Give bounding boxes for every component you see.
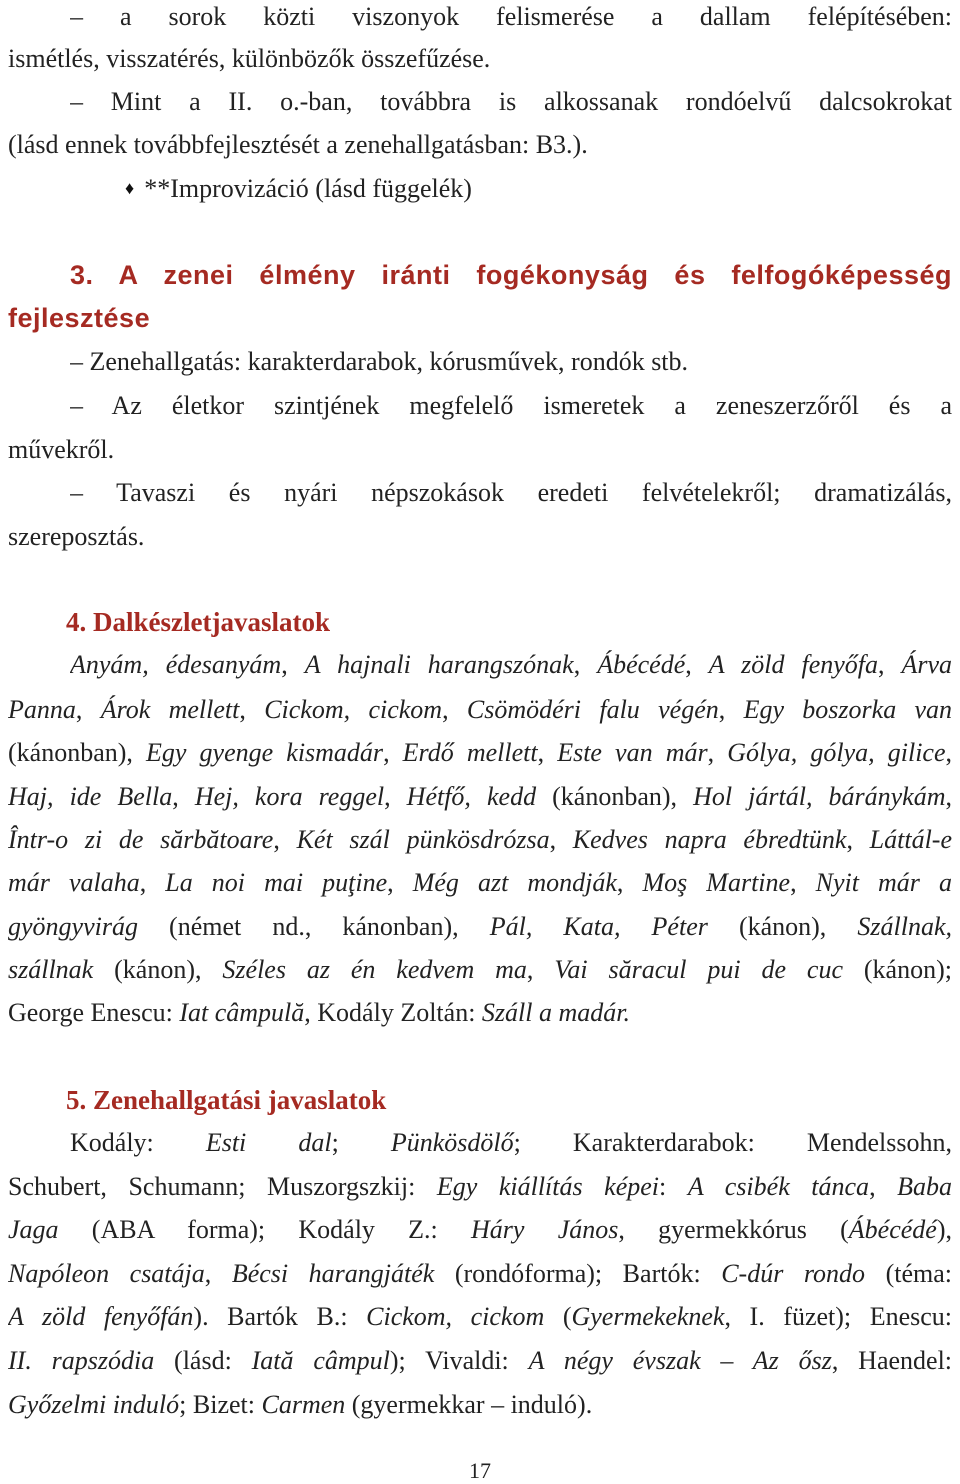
plain-text: (: [544, 1302, 572, 1331]
plain-text: ,: [239, 695, 265, 724]
text-line: művekről.: [8, 435, 115, 464]
section-heading: 3. A zenei élmény iránti fogékonyság és felfogóképesség: [70, 260, 952, 290]
title-text: Hétfő, kedd: [406, 782, 537, 811]
title-text: A négy évszak – Az ősz: [528, 1346, 832, 1375]
plain-text: (kánonban),: [536, 782, 694, 811]
title-text: Napóleon csatája: [8, 1259, 205, 1288]
title-text: Gólya, gólya, gilice: [727, 738, 946, 767]
plain-text: ,: [273, 825, 297, 854]
plain-text: (kánonban),: [8, 738, 147, 767]
title-text: Láttál-e: [869, 825, 952, 854]
title-text: Carmen: [261, 1390, 346, 1419]
title-text: Panna: [8, 695, 76, 724]
title-text: Baba: [897, 1172, 952, 1201]
title-text: La noi mai puţine: [165, 868, 388, 897]
plain-text: , gyermekkórus (: [618, 1215, 849, 1244]
paragraph-line: [8, 1300, 952, 1336]
title-text: II. rapszódia: [8, 1346, 155, 1375]
plain-text: ,: [945, 738, 952, 767]
title-text: Széles az én kedvem ma: [222, 955, 527, 984]
plain-text: , Haendel:: [831, 1346, 952, 1375]
plain-text: ,: [442, 695, 467, 724]
plain-text: , Kodály Zoltán:: [304, 998, 482, 1027]
title-text: Hej, kora reggel: [194, 782, 385, 811]
title-text: Nyit már a: [815, 868, 952, 897]
title-text: Hol jártál, báránykám: [693, 782, 946, 811]
plain-text: ,: [878, 650, 902, 679]
title-text: C-dúr rondo: [721, 1259, 866, 1288]
plain-text: ,: [526, 955, 555, 984]
title-text: Cickom, cickom: [264, 695, 443, 724]
paragraph-line: [8, 996, 952, 1032]
title-text: Este van már: [557, 738, 708, 767]
plain-text: Schubert, Schumann; Muszorgszkij:: [8, 1172, 437, 1201]
bullet-text: **Improvizáció (lásd függelék): [144, 174, 472, 203]
title-text: Cickom, cickom: [366, 1302, 545, 1331]
paragraph-line: [8, 1388, 952, 1424]
title-text: Într-o zi de sărbătoare: [8, 825, 274, 854]
paragraph-line: [8, 736, 952, 772]
plain-text: ,: [707, 738, 728, 767]
plain-text: (kánon);: [843, 955, 952, 984]
plain-text: ,: [281, 650, 305, 679]
title-text: Száll a madár.: [481, 998, 630, 1027]
plain-text: (kánon),: [707, 912, 858, 941]
plain-text: ,: [387, 868, 413, 897]
title-text: Erdő mellett: [402, 738, 538, 767]
paragraph-line: [70, 1126, 952, 1162]
title-text: Gyermekeknek: [571, 1302, 725, 1331]
section-heading: 5. Zenehallgatási javaslatok: [66, 1085, 387, 1115]
title-text: Haj, ide Bella: [8, 782, 173, 811]
text-line: (lásd ennek továbbfejlesztését a zenehallgatásban: B3.).: [8, 130, 588, 159]
title-text: Esti dal: [205, 1128, 332, 1157]
bullet-item: [125, 171, 925, 207]
plain-text: (rondóforma); Bartók:: [434, 1259, 722, 1288]
title-text: Szállnak,: [857, 912, 952, 941]
plain-text: (kánon),: [93, 955, 223, 984]
plain-text: ). Bartók B.:: [193, 1302, 367, 1331]
title-text: Egy kiállítás képei: [436, 1172, 660, 1201]
text-line: – Zenehallgatás: karakterdarabok, kórusművek, rondók stb.: [70, 347, 689, 376]
plain-text: ,: [75, 695, 101, 724]
plain-text: ,: [549, 825, 573, 854]
plain-text: ,: [172, 782, 195, 811]
title-text: Árok mellett: [100, 695, 240, 724]
paragraph-line: [8, 1344, 952, 1380]
plain-text: (ABA forma); Kodály Z.:: [58, 1215, 472, 1244]
title-text: gyöngyvirág: [8, 912, 138, 941]
paragraph-line: [8, 693, 952, 729]
plain-text: ,: [718, 695, 744, 724]
title-text: Két szál pünkösdrózsa: [296, 825, 550, 854]
title-text: Háry János: [471, 1215, 619, 1244]
paragraph-line: [70, 648, 952, 684]
plain-text: ,: [573, 650, 598, 679]
plain-text: ); Vivaldi:: [389, 1346, 529, 1375]
title-text: A hajnali harangszónak: [304, 650, 574, 679]
title-text: Iată câmpul: [251, 1346, 390, 1375]
title-text: Még azt mondják: [412, 868, 617, 897]
text-line: – Tavaszi és nyári népszokások eredeti felvételekről; dramatizálás,: [70, 478, 952, 507]
paragraph-line: [8, 910, 952, 946]
title-text: Egy boszorka van: [743, 695, 952, 724]
title-text: A zöld fenyőfa: [708, 650, 878, 679]
plain-text: ,: [790, 868, 816, 897]
title-text: Jaga: [8, 1215, 59, 1244]
text-line: – a sorok közti viszonyok felismerése a dallam felépítésében:: [70, 2, 952, 31]
title-text: Anyám, édesanyám: [70, 650, 282, 679]
title-text: Iat câmpulă: [179, 998, 305, 1027]
plain-text: ,: [945, 782, 952, 811]
diamond-bullet-icon: ♦: [125, 178, 135, 198]
title-text: Egy gyenge kismadár: [146, 738, 384, 767]
section-heading: 4. Dalkészletjavaslatok: [66, 607, 330, 637]
title-text: A csibék tánca: [687, 1172, 870, 1201]
plain-text: (gyermekkar – induló).: [345, 1390, 593, 1419]
title-text: Vai săracul pui de cuc: [554, 955, 843, 984]
plain-text: ,: [616, 868, 643, 897]
paragraph-line: [8, 823, 952, 859]
title-text: Kedves napra ébredtünk: [572, 825, 847, 854]
paragraph-line: [8, 866, 952, 902]
title-text: már valaha: [8, 868, 140, 897]
plain-text: ,: [537, 738, 558, 767]
title-text: Győzelmi induló: [8, 1390, 180, 1419]
plain-text: , I. füzet); Enescu:: [724, 1302, 952, 1331]
plain-text: ),: [936, 1215, 952, 1244]
title-text: Árva: [901, 650, 952, 679]
section-heading-continuation: fejlesztése: [8, 303, 151, 333]
plain-text: ,: [384, 782, 407, 811]
plain-text: ,: [685, 650, 709, 679]
paragraph-line: [8, 1170, 952, 1206]
title-text: Pál, Kata, Péter: [489, 912, 708, 941]
paragraph-line: [8, 780, 952, 816]
plain-text: (német nd., kánonban),: [137, 912, 490, 941]
title-text: szállnak: [8, 955, 94, 984]
plain-text: ; Karakterdarabok: Mendelssohn,: [513, 1128, 952, 1157]
paragraph-line: [8, 1213, 952, 1249]
title-text: Csömödéri falu végén: [466, 695, 719, 724]
title-text: Bécsi harangjáték: [231, 1259, 435, 1288]
plain-text: Kodály:: [70, 1128, 206, 1157]
text-line: szereposztás.: [8, 522, 145, 551]
page-number: 17: [469, 1458, 491, 1483]
paragraph-line: [8, 953, 952, 989]
plain-text: ;: [331, 1128, 391, 1157]
plain-text: (lásd:: [154, 1346, 252, 1375]
plain-text: George Enescu:: [8, 998, 180, 1027]
plain-text: ,: [869, 1172, 898, 1201]
plain-text: ,: [204, 1259, 232, 1288]
plain-text: ,: [383, 738, 403, 767]
title-text: A zöld fenyőfán: [8, 1302, 194, 1331]
plain-text: ,: [846, 825, 870, 854]
text-line: ismétlés, visszatérés, különbözők összefűzése.: [8, 44, 491, 73]
paragraph-line: [8, 1257, 952, 1293]
title-text: Pünkösdölő: [390, 1128, 514, 1157]
text-line: – Mint a II. o.-ban, továbbra is alkossanak rondóelvű dalcsokrokat: [70, 87, 952, 116]
text-line: – Az életkor szintjének megfelelő ismeretek a zeneszerzőről és a: [70, 391, 952, 420]
plain-text: :: [659, 1172, 688, 1201]
plain-text: ,: [139, 868, 166, 897]
title-text: Ábécédé: [848, 1215, 937, 1244]
plain-text: (téma:: [865, 1259, 952, 1288]
title-text: Ábécédé: [597, 650, 686, 679]
plain-text: ; Bizet:: [179, 1390, 262, 1419]
title-text: Moş Martine: [642, 868, 791, 897]
